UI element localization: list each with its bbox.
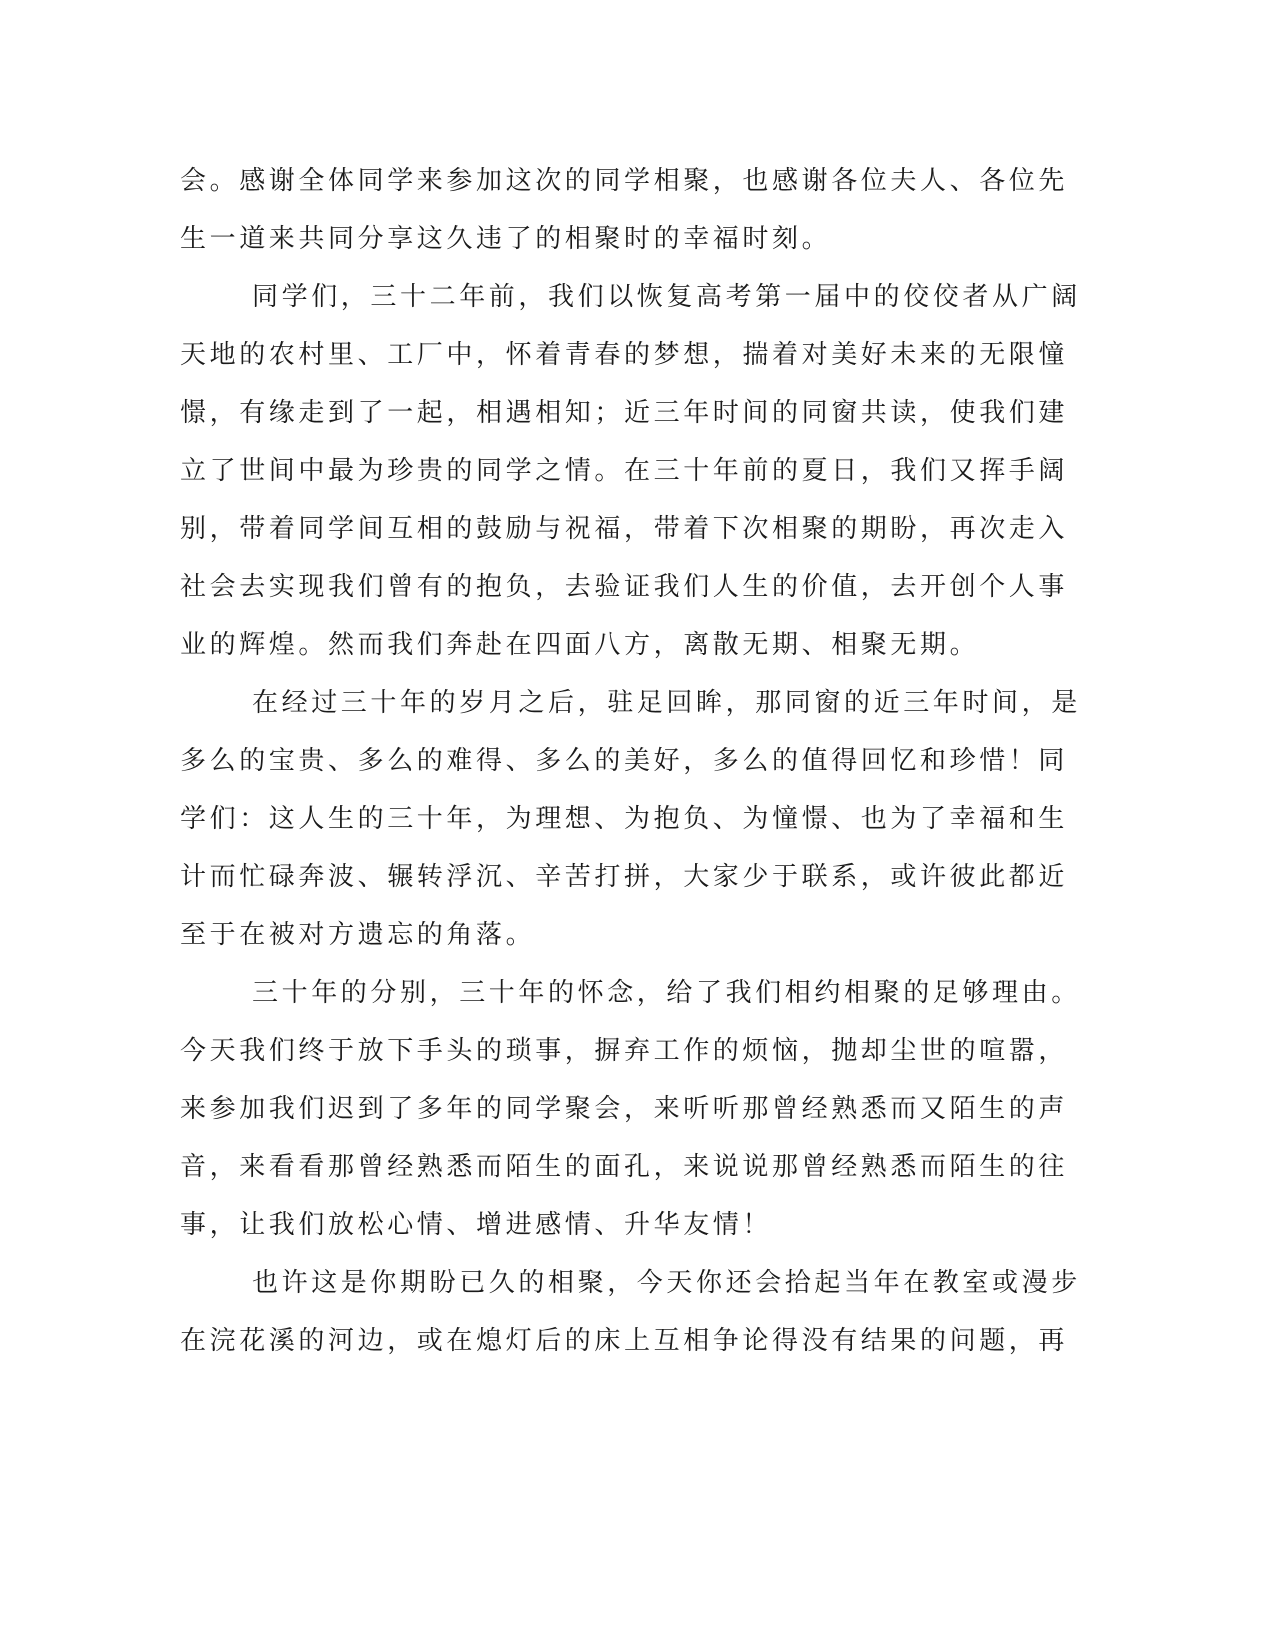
paragraph-start-line: 也许这是你期盼已久的相聚，今天你还会拾起当年在教室或漫步 (252, 1268, 1081, 1298)
text-line: 天地的农村里、工厂中，怀着青春的梦想，揣着对美好未来的无限憧 (180, 340, 1069, 370)
text-line: 会。感谢全体同学来参加这次的同学相聚，也感谢各位夫人、各位先 (180, 166, 1069, 196)
text-line: 事，让我们放松心情、增进感情、升华友情！ (180, 1210, 773, 1240)
text-line: 生一道来共同分享这久违了的相聚时的幸福时刻。 (180, 224, 832, 254)
text-line: 憬，有缘走到了一起，相遇相知；近三年时间的同窗共读，使我们建 (180, 398, 1069, 428)
text-line: 计而忙碌奔波、辗转浮沉、辛苦打拼，大家少于联系，或许彼此都近 (180, 862, 1069, 892)
text-line: 立了世间中最为珍贵的同学之情。在三十年前的夏日，我们又挥手阔 (180, 456, 1069, 486)
text-line: 业的辉煌。然而我们奔赴在四面八方，离散无期、相聚无期。 (180, 630, 980, 660)
text-line: 今天我们终于放下手头的琐事，摒弃工作的烦恼，抛却尘世的喧嚣， (180, 1036, 1069, 1066)
paragraph-start-line: 三十年的分别，三十年的怀念，给了我们相约相聚的足够理由。 (252, 978, 1081, 1008)
paragraph-start-line: 同学们，三十二年前，我们以恢复高考第一届中的佼佼者从广阔 (252, 282, 1081, 312)
text-line: 音，来看看那曾经熟悉而陌生的面孔，来说说那曾经熟悉而陌生的往 (180, 1152, 1069, 1182)
paragraph-start-line: 在经过三十年的岁月之后，驻足回眸，那同窗的近三年时间，是 (252, 688, 1081, 718)
text-line: 在浣花溪的河边，或在熄灯后的床上互相争论得没有结果的问题，再 (180, 1326, 1069, 1356)
text-line: 社会去实现我们曾有的抱负，去验证我们人生的价值，去开创个人事 (180, 572, 1069, 602)
text-line: 多么的宝贵、多么的难得、多么的美好，多么的值得回忆和珍惜！同 (180, 746, 1069, 776)
text-line: 至于在被对方遗忘的角落。 (180, 920, 536, 950)
text-line: 学们：这人生的三十年，为理想、为抱负、为憧憬、也为了幸福和生 (180, 804, 1069, 834)
text-line: 来参加我们迟到了多年的同学聚会，来听听那曾经熟悉而又陌生的声 (180, 1094, 1069, 1124)
document-body (180, 152, 1081, 1370)
text-line: 别，带着同学间互相的鼓励与祝福，带着下次相聚的期盼，再次走入 (180, 514, 1069, 544)
